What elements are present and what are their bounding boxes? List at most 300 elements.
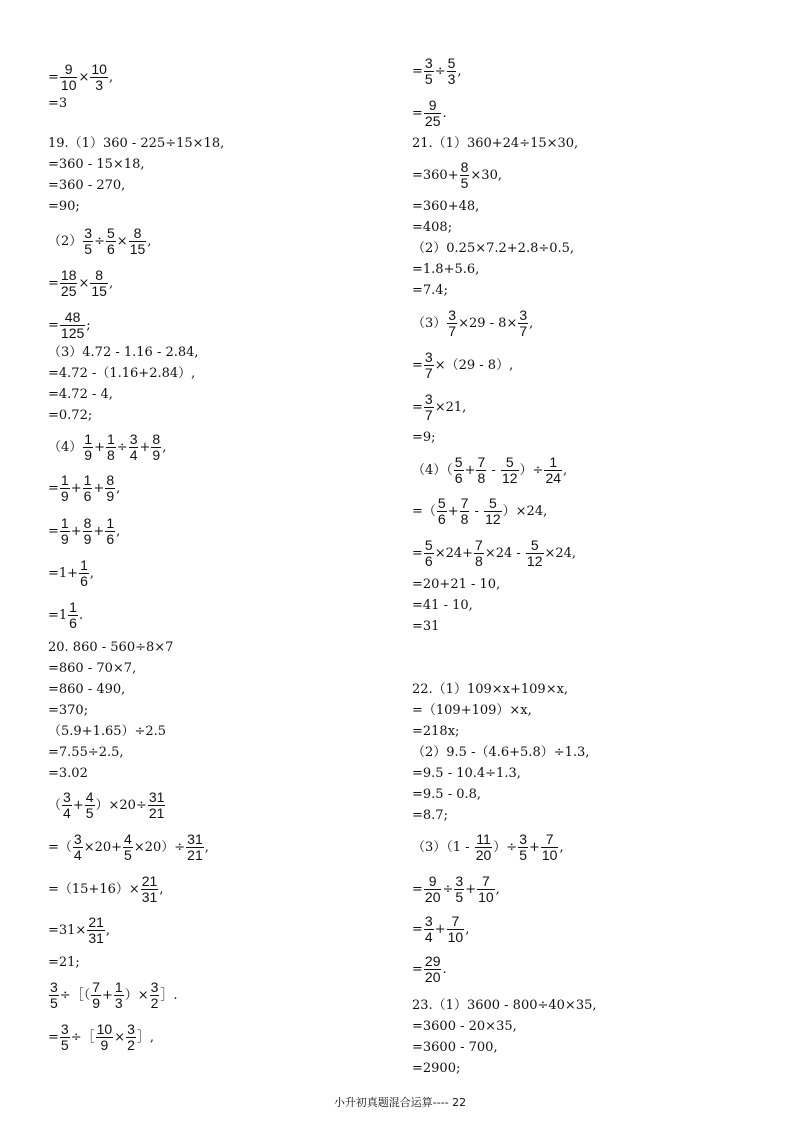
- numerator: 8: [83, 515, 92, 531]
- numerator: 5: [437, 495, 446, 511]
- math-line: [48, 790, 166, 821]
- numerator: 1: [544, 455, 562, 471]
- math-text: =9.5 - 10.4÷1.3,: [412, 766, 521, 781]
- fraction: [105, 473, 115, 504]
- math-text: =7.4;: [412, 283, 448, 298]
- math-text: 23.（1）3600 - 800÷40×35,: [412, 998, 597, 1013]
- math-line: [48, 136, 224, 152]
- math-text: ×: [114, 1030, 126, 1045]
- fraction: [424, 914, 434, 945]
- fraction: [526, 538, 544, 569]
- math-text: +: [72, 798, 84, 813]
- math-text: =: [412, 922, 423, 937]
- numerator: 3: [424, 55, 433, 71]
- math-text: =3.02: [48, 766, 88, 781]
- numerator: 5: [106, 225, 115, 241]
- fraction: [60, 516, 70, 547]
- math-line: [412, 1061, 460, 1077]
- math-text: （4）: [48, 440, 83, 455]
- math-line: [48, 366, 195, 382]
- math-text: ÷［（: [59, 988, 91, 1003]
- denominator: 4: [73, 847, 82, 863]
- denominator: 4: [129, 447, 138, 463]
- fraction: [91, 980, 101, 1011]
- numerator: 3: [424, 913, 433, 929]
- denominator: 6: [454, 470, 463, 486]
- numerator: 1: [80, 557, 88, 573]
- denominator: 6: [106, 531, 115, 547]
- math-line: [412, 619, 439, 635]
- fraction: [148, 790, 166, 821]
- math-line: [412, 98, 447, 129]
- fraction: [123, 832, 133, 863]
- denominator: 15: [91, 283, 107, 299]
- math-line: [412, 1019, 517, 1035]
- math-text: （4）（: [412, 463, 453, 478]
- numerator: 7: [460, 495, 469, 511]
- numerator: 8: [460, 159, 469, 175]
- numerator: 8: [106, 472, 115, 488]
- fraction: [424, 392, 434, 423]
- denominator: 9: [60, 488, 69, 504]
- numerator: 1: [106, 515, 115, 531]
- math-text: ,: [147, 234, 152, 249]
- fraction: [151, 432, 161, 463]
- math-line: [412, 682, 568, 698]
- math-line: [48, 640, 173, 656]
- numerator: 18: [60, 267, 77, 283]
- fraction: [90, 268, 108, 299]
- math-text: =21;: [48, 955, 80, 970]
- numerator: 1: [106, 431, 115, 447]
- denominator: 5: [85, 805, 94, 821]
- denominator: 9: [100, 1037, 109, 1053]
- math-text: ÷: [442, 882, 454, 897]
- math-text: =9;: [412, 430, 436, 445]
- math-text: =0.72;: [48, 408, 93, 423]
- math-text: （3）4.72 - 1.16 - 2.84,: [48, 345, 199, 360]
- numerator: 10: [91, 61, 107, 77]
- math-text: +: [465, 882, 477, 897]
- math-text: （5.9+1.65）÷2.5: [48, 724, 167, 739]
- numerator: 31: [187, 831, 203, 847]
- math-text: =（15+16）×: [48, 882, 140, 897]
- fraction: [437, 496, 447, 527]
- math-text: =31×: [48, 923, 87, 938]
- math-line: [412, 787, 481, 803]
- math-text: ,: [563, 463, 568, 478]
- math-line: [412, 874, 500, 905]
- denominator: 7: [519, 323, 528, 339]
- numerator: 1: [83, 472, 92, 488]
- math-text: =860 - 490,: [48, 682, 126, 697]
- math-text: +: [139, 440, 151, 455]
- fraction: [447, 308, 457, 339]
- numerator: 3: [455, 873, 464, 889]
- math-line: [48, 874, 163, 905]
- denominator: 7: [424, 407, 433, 423]
- math-line: [48, 226, 151, 257]
- fraction: [126, 1022, 136, 1053]
- fraction: [83, 432, 93, 463]
- denominator: 3: [114, 995, 123, 1011]
- fraction: [150, 980, 160, 1011]
- denominator: 12: [501, 470, 518, 486]
- math-line: [412, 220, 452, 236]
- numerator: 9: [424, 98, 442, 114]
- math-text: 20. 860 - 560÷8×7: [48, 640, 174, 655]
- math-text: ,: [529, 316, 534, 331]
- fraction: [90, 62, 108, 93]
- fraction: [60, 1022, 70, 1053]
- denominator: 9: [106, 488, 115, 504]
- math-line: [48, 980, 178, 1011]
- denominator: 8: [475, 553, 483, 569]
- math-text: ÷［: [70, 1030, 95, 1045]
- math-line: [412, 241, 574, 257]
- math-text: =（: [48, 840, 72, 855]
- numerator: 29: [424, 953, 441, 969]
- denominator: 8: [477, 470, 486, 486]
- math-line: [48, 310, 91, 341]
- fraction: [454, 874, 464, 905]
- math-line: [48, 724, 166, 740]
- fraction: [484, 496, 502, 527]
- math-text: =3600 - 700,: [412, 1040, 498, 1055]
- fraction: [447, 56, 457, 87]
- denominator: 25: [60, 283, 77, 299]
- math-line: [412, 538, 576, 569]
- math-text: ×24,: [544, 546, 577, 561]
- numerator: 7: [477, 874, 495, 890]
- fraction: [424, 350, 434, 381]
- math-line: [48, 832, 209, 863]
- denominator: 15: [129, 241, 146, 257]
- numerator: 7: [477, 454, 486, 470]
- denominator: 10: [478, 889, 494, 905]
- math-text: =: [48, 318, 59, 333]
- math-line: [412, 703, 532, 719]
- math-text: =7.55÷2.5,: [48, 745, 124, 760]
- math-text: =: [48, 524, 59, 539]
- math-line: [48, 473, 120, 504]
- math-line: [412, 1040, 498, 1056]
- numerator: 1: [60, 515, 69, 531]
- fraction: [541, 832, 559, 863]
- math-line: [412, 392, 466, 423]
- numerator: 5: [526, 538, 544, 554]
- numerator: 7: [447, 914, 465, 930]
- numerator: 3: [60, 1021, 69, 1037]
- math-text: ,: [495, 882, 500, 897]
- math-text: =90;: [48, 199, 80, 214]
- denominator: 31: [88, 930, 104, 946]
- math-text: ,: [159, 882, 164, 897]
- denominator: 5: [455, 889, 464, 905]
- numerator: 8: [90, 268, 108, 284]
- denominator: 6: [437, 511, 446, 527]
- math-text: +: [102, 988, 113, 1003]
- denominator: 24: [545, 470, 562, 486]
- fraction: [476, 455, 486, 486]
- numerator: 5: [484, 496, 502, 512]
- fraction: [87, 915, 105, 946]
- math-text: =20+21 - 10,: [412, 577, 501, 592]
- math-line: [412, 954, 447, 985]
- math-line: [48, 703, 88, 719]
- numerator: 3: [519, 831, 527, 847]
- fraction: [106, 226, 116, 257]
- page-footer: 小升初真题混合运算---- 22: [333, 1096, 467, 1109]
- math-text: 21.（1）360+24÷15×30,: [412, 136, 579, 151]
- denominator: 20: [475, 847, 492, 863]
- denominator: 9: [92, 995, 100, 1011]
- fraction: [475, 832, 493, 863]
- numerator: 1: [114, 979, 123, 995]
- numerator: 7: [475, 537, 483, 553]
- denominator: 9: [60, 531, 69, 547]
- math-text: +: [447, 504, 459, 519]
- math-text: -: [470, 504, 484, 519]
- math-text: =（109+109）×x,: [412, 703, 532, 718]
- math-text: +: [70, 524, 82, 539]
- left-column: [48, 0, 408, 1132]
- math-line: [412, 832, 564, 863]
- fraction: [424, 56, 434, 87]
- fraction: [83, 473, 93, 504]
- denominator: 6: [424, 553, 433, 569]
- math-text: ）×24,: [502, 504, 548, 519]
- fraction: [85, 790, 95, 821]
- math-text: =1: [48, 608, 68, 623]
- denominator: 5: [50, 995, 58, 1011]
- math-text: +: [93, 524, 105, 539]
- math-line: [48, 745, 124, 761]
- fraction: [114, 980, 124, 1011]
- math-line: [48, 600, 83, 631]
- math-text: ,: [108, 276, 114, 291]
- numerator: 5: [447, 55, 456, 71]
- denominator: 9: [84, 447, 93, 463]
- math-text: ,: [108, 70, 114, 85]
- math-text: +: [93, 481, 105, 496]
- math-text: ,: [116, 524, 121, 539]
- denominator: 21: [148, 805, 165, 821]
- fraction: [518, 832, 528, 863]
- math-text: =: [412, 358, 423, 373]
- math-text: =2900;: [412, 1061, 461, 1076]
- math-line: [412, 724, 459, 740]
- math-line: [412, 262, 479, 278]
- denominator: 10: [541, 847, 558, 863]
- denominator: 6: [69, 615, 77, 631]
- math-line: [412, 430, 436, 446]
- numerator: 48: [60, 310, 85, 326]
- math-text: =360+: [412, 168, 459, 183]
- fraction: [96, 1022, 114, 1053]
- math-text: -: [487, 463, 500, 478]
- math-line: [412, 308, 533, 339]
- math-line: [412, 496, 547, 527]
- math-text: =360+48,: [412, 199, 480, 214]
- math-text: =370;: [48, 703, 89, 718]
- math-line: [412, 350, 513, 381]
- math-text: =41 - 10,: [412, 598, 473, 613]
- numerator: 4: [124, 831, 132, 847]
- numerator: 3: [84, 225, 93, 241]
- math-line: [48, 516, 120, 547]
- fraction: [79, 558, 89, 589]
- math-text: =: [48, 276, 59, 291]
- numerator: 21: [141, 873, 158, 889]
- math-text: ÷: [94, 234, 105, 249]
- math-text: ,: [559, 840, 564, 855]
- math-text: 19.（1）360 - 225÷15×18,: [48, 136, 225, 151]
- fraction: [129, 226, 147, 257]
- math-text: （3）（1 -: [412, 840, 474, 855]
- math-line: [412, 808, 448, 824]
- math-text: +: [434, 922, 446, 937]
- fraction: [424, 98, 442, 129]
- math-line: [48, 62, 113, 93]
- math-text: =: [48, 1030, 59, 1045]
- numerator: 3: [50, 979, 58, 995]
- numerator: 3: [519, 307, 528, 323]
- math-text: =1+: [48, 566, 79, 581]
- math-text: =: [412, 882, 423, 897]
- fraction: [186, 832, 204, 863]
- fraction: [83, 226, 93, 257]
- math-text: =4.72 -（1.16+2.84）,: [48, 366, 196, 381]
- math-line: [412, 283, 448, 299]
- math-line: [48, 915, 110, 946]
- denominator: 7: [448, 323, 457, 339]
- numerator: 4: [85, 789, 94, 805]
- fraction: [518, 308, 528, 339]
- math-text: =31: [412, 619, 440, 634]
- math-line: [412, 745, 589, 761]
- denominator: 125: [60, 325, 85, 341]
- math-text: 22.（1）109×x+109×x,: [412, 682, 569, 697]
- denominator: 10: [447, 929, 464, 945]
- numerator: 7: [92, 979, 100, 995]
- fraction: [73, 832, 83, 863]
- fraction: [60, 62, 78, 93]
- fraction: [460, 496, 470, 527]
- denominator: 20: [424, 889, 441, 905]
- math-text: ）÷: [519, 463, 544, 478]
- math-line: [48, 558, 94, 589]
- numerator: 5: [424, 537, 433, 553]
- right-column: [412, 0, 772, 1132]
- math-text: ,: [116, 481, 121, 496]
- denominator: 8: [460, 511, 469, 527]
- numerator: 21: [88, 914, 104, 930]
- math-text: =1.8+5.6,: [412, 262, 480, 277]
- math-text: =4.72 - 4,: [48, 387, 113, 402]
- math-line: [48, 199, 80, 215]
- denominator: 9: [152, 447, 161, 463]
- math-text: ,: [457, 64, 462, 79]
- denominator: 4: [424, 929, 433, 945]
- math-text: =: [412, 64, 423, 79]
- denominator: 25: [424, 113, 441, 129]
- math-text: =（: [412, 504, 436, 519]
- fraction: [106, 432, 116, 463]
- math-text: ）×: [124, 988, 149, 1003]
- fraction: [501, 455, 519, 486]
- math-text: （2）9.5 -（4.6+5.8）÷1.3,: [412, 745, 590, 760]
- math-text: ×30,: [470, 168, 502, 183]
- math-text: ］.: [160, 988, 178, 1003]
- math-text: =: [412, 400, 423, 415]
- math-text: ,: [162, 440, 167, 455]
- math-text: =: [412, 962, 423, 977]
- numerator: 8: [129, 226, 147, 242]
- math-text: （2）0.25×7.2+2.8÷0.5,: [412, 241, 575, 256]
- fraction: [477, 874, 495, 905]
- math-line: [412, 766, 521, 782]
- math-text: ×: [78, 276, 90, 291]
- fraction: [60, 473, 70, 504]
- math-line: [48, 661, 136, 677]
- math-text: =218x;: [412, 724, 460, 739]
- denominator: 8: [106, 447, 115, 463]
- math-text: （2）: [48, 234, 83, 249]
- numerator: 1: [60, 472, 69, 488]
- math-line: [412, 56, 462, 87]
- fraction: [544, 455, 562, 486]
- numerator: 8: [152, 431, 161, 447]
- math-text: =3: [48, 96, 68, 111]
- math-text: ×: [116, 234, 128, 249]
- denominator: 6: [83, 488, 92, 504]
- math-text: =: [412, 106, 423, 121]
- denominator: 6: [106, 241, 115, 257]
- numerator: 3: [448, 307, 457, 323]
- math-line: [48, 955, 80, 971]
- math-text: +: [464, 463, 476, 478]
- math-line: [412, 455, 567, 486]
- denominator: 12: [485, 511, 501, 527]
- numerator: 5: [501, 455, 519, 471]
- fraction: [424, 538, 434, 569]
- numerator: 3: [127, 1021, 135, 1037]
- math-text: ×（29 - 8）,: [434, 358, 514, 373]
- math-text: ;: [86, 318, 91, 333]
- math-text: ,: [105, 923, 111, 938]
- math-line: [412, 160, 502, 191]
- fraction: [474, 538, 484, 569]
- fraction: [454, 455, 464, 486]
- math-line: [48, 157, 144, 173]
- math-text: =8.7;: [412, 808, 448, 823]
- fraction: [424, 874, 442, 905]
- math-text: =408;: [412, 220, 453, 235]
- denominator: 21: [187, 847, 203, 863]
- math-text: =360 - 15×18,: [48, 157, 145, 172]
- fraction: [49, 980, 59, 1011]
- math-text: ］,: [136, 1030, 155, 1045]
- denominator: 2: [127, 1037, 135, 1053]
- numerator: 3: [150, 979, 159, 995]
- math-line: [412, 914, 469, 945]
- denominator: 5: [460, 175, 469, 191]
- math-text: （3）: [412, 316, 447, 331]
- numerator: 3: [129, 431, 138, 447]
- math-text: =860 - 70×7,: [48, 661, 137, 676]
- numerator: 1: [84, 431, 93, 447]
